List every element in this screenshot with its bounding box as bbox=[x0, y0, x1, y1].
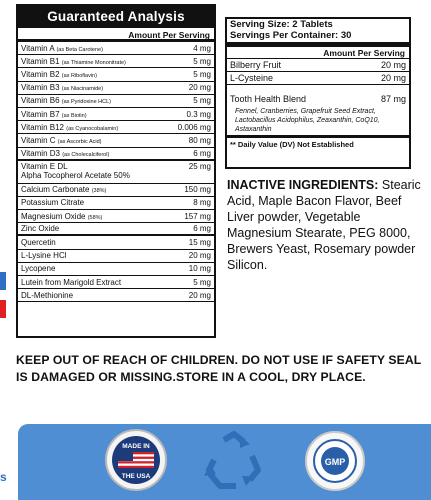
nutrient-label: Lutein from Marigold Extract bbox=[21, 277, 122, 287]
serving-row bbox=[227, 59, 409, 72]
nutrient-row bbox=[18, 55, 214, 68]
nutrient-name bbox=[21, 70, 97, 79]
usa-badge-line1: MADE IN bbox=[122, 443, 150, 450]
serving-row-amount: 20 mg bbox=[380, 60, 406, 70]
blend-amount: 87 mg bbox=[380, 94, 406, 104]
nutrient-label: Zinc Oxide bbox=[21, 224, 60, 234]
nutrient-note: (38%) bbox=[91, 188, 107, 195]
nutrient-name bbox=[21, 264, 55, 273]
serving-facts-panel bbox=[225, 17, 411, 169]
nutrient-name bbox=[21, 238, 56, 247]
nutrient-amount: 5 mg bbox=[193, 69, 211, 79]
serving-row-name: Bilberry Fruit bbox=[230, 60, 282, 70]
nutrient-amount: 20 mg bbox=[188, 290, 211, 300]
nutrient-row bbox=[18, 263, 214, 276]
nutrient-name bbox=[21, 123, 118, 132]
nutrient-label: Vitamin B3 bbox=[21, 83, 60, 93]
nutrient-row bbox=[18, 121, 214, 134]
nutrient-label: Lycopene bbox=[21, 264, 56, 274]
nutrient-label: Vitamin A bbox=[21, 43, 55, 53]
nutrient-label: DL-Methionine bbox=[21, 290, 74, 300]
serving-row-amount: 20 mg bbox=[380, 73, 406, 83]
nutrient-name bbox=[21, 83, 103, 92]
nutrient-name bbox=[21, 136, 101, 145]
nutrient-amount: 15 mg bbox=[188, 238, 211, 248]
nutrient-label: Vitamin B12 bbox=[21, 122, 64, 132]
serving-amount-header: Amount Per Serving bbox=[227, 47, 409, 59]
guaranteed-analysis-title: Guaranteed Analysis bbox=[18, 6, 214, 28]
nutrient-label: Vitamin B1 bbox=[21, 56, 60, 66]
nutrient-row bbox=[18, 95, 214, 108]
nutrient-name bbox=[21, 110, 87, 119]
nutrient-amount: 5 mg bbox=[193, 96, 211, 106]
nutrient-note: (as Cyanocobalamin) bbox=[66, 125, 119, 132]
daily-value-footnote: ** Daily Value (DV) Not Established bbox=[230, 140, 354, 149]
nutrient-name bbox=[21, 57, 126, 66]
nutrient-row bbox=[18, 184, 214, 197]
nutrient-name bbox=[21, 149, 109, 158]
nutrient-row bbox=[18, 223, 214, 236]
nutrient-label: Magnesium Oxide bbox=[21, 211, 86, 221]
nutrient-amount: 20 mg bbox=[188, 251, 211, 261]
nutrient-label: Calcium Carbonate bbox=[21, 185, 90, 195]
nutrient-row bbox=[18, 289, 214, 302]
nutrient-note: (as Beta Carotene) bbox=[56, 46, 103, 53]
serving-row bbox=[227, 72, 409, 85]
nutrient-row bbox=[18, 148, 214, 161]
nutrient-name bbox=[21, 278, 121, 287]
nutrient-label: Vitamin E DL bbox=[21, 161, 68, 171]
inactive-ingredients bbox=[227, 177, 427, 273]
nutrient-note: (as Biotin) bbox=[61, 112, 87, 119]
serving-row-name: L-Cysteine bbox=[230, 73, 274, 83]
nutrient-label: Vitamin D3 bbox=[21, 148, 60, 158]
nutrient-amount: 5 mg bbox=[193, 277, 211, 287]
nutrient-name bbox=[21, 162, 130, 180]
guaranteed-analysis-rows bbox=[18, 42, 214, 302]
blend-row bbox=[227, 85, 409, 105]
blend-name: Tooth Health Blend bbox=[230, 94, 307, 104]
nutrient-row bbox=[18, 82, 214, 95]
nutrient-row bbox=[18, 250, 214, 263]
nutrient-label: Vitamin B7 bbox=[21, 109, 60, 119]
safety-warning: KEEP OUT OF REACH OF CHILDREN. DO NOT USE IF SAFETY SEAL IS DAMAGED OR MISSING.STORE IN A COOL, DRY PLACE. bbox=[16, 353, 422, 384]
nutrient-amount: 157 mg bbox=[184, 211, 211, 221]
left-edge-blue-strip bbox=[0, 272, 6, 290]
inactive-ingredients-label: INACTIVE INGREDIENTS: bbox=[227, 178, 379, 192]
cropped-text-fragment: s bbox=[0, 470, 7, 484]
nutrient-amount: 25 mg bbox=[188, 161, 211, 171]
amount-per-serving-header: Amount Per Serving bbox=[18, 28, 214, 42]
made-in-usa-badge bbox=[104, 428, 168, 492]
nutrient-name bbox=[21, 212, 102, 221]
nutrient-note: (as Cholecalciferol) bbox=[62, 151, 110, 158]
nutrient-amount: 4 mg bbox=[193, 43, 211, 53]
nutrient-label: Vitamin C bbox=[21, 135, 56, 145]
nutrient-note: (as Thiamine Mononitrate) bbox=[61, 59, 126, 66]
serving-size: Serving Size: 2 Tablets bbox=[230, 19, 333, 30]
nutrient-amount: 80 mg bbox=[188, 135, 211, 145]
nutrient-label: Vitamin B6 bbox=[21, 96, 60, 106]
nutrient-name bbox=[21, 251, 67, 260]
guaranteed-analysis-panel bbox=[16, 4, 216, 338]
nutrient-name bbox=[21, 185, 106, 194]
nutrient-row bbox=[18, 42, 214, 55]
gmp-badge bbox=[304, 430, 366, 492]
nutrient-label: Vitamin B2 bbox=[21, 69, 60, 79]
nutrient-name bbox=[21, 291, 73, 300]
nutrient-row bbox=[18, 236, 214, 249]
servings-per-container: Servings Per Container: 30 bbox=[230, 30, 352, 41]
nutrient-row bbox=[18, 210, 214, 223]
nutrient-amount: 8 mg bbox=[193, 198, 211, 208]
nutrient-row bbox=[18, 134, 214, 147]
nutrient-name bbox=[21, 198, 84, 207]
nutrient-amount: 10 mg bbox=[188, 264, 211, 274]
nutrient-amount: 6 mg bbox=[193, 224, 211, 234]
nutrient-amount: 0.3 mg bbox=[186, 109, 211, 119]
nutrient-row bbox=[18, 68, 214, 81]
nutrient-note: (as Ascorbic Acid) bbox=[57, 138, 102, 145]
recycle-icon bbox=[200, 430, 268, 492]
usa-badge-line2: THE USA bbox=[121, 473, 151, 480]
gmp-badge-text: GMP bbox=[324, 457, 346, 467]
inactive-ingredients-text: Stearic Acid, Maple Bacon Flavor, Beef Liver powder, Vegetable Magnesium Stearate, PEG 8000, Brewers Yeast, Rosemary powder Silicon. bbox=[227, 178, 421, 272]
nutrient-name bbox=[21, 224, 59, 233]
nutrient-label: L-Lysine HCl bbox=[21, 251, 67, 261]
nutrient-amount: 20 mg bbox=[188, 83, 211, 93]
blend-ingredients: Fennel, Cranberries, Grapefruit Seed Extract, Lactobacillus Acidophilus, Zeaxanthin, CoQ10, Astaxanthin bbox=[227, 105, 409, 138]
nutrient-note: (as Niacinamide) bbox=[61, 86, 104, 93]
nutrient-amount: 150 mg bbox=[184, 185, 211, 195]
nutrient-row bbox=[18, 108, 214, 121]
nutrient-note: (as Pyridoxine HCL) bbox=[61, 99, 111, 106]
nutrient-name bbox=[21, 44, 103, 53]
nutrient-amount: 6 mg bbox=[193, 148, 211, 158]
nutrient-row bbox=[18, 161, 214, 184]
nutrient-line2: Alpha Tocopherol Acetate 50% bbox=[21, 170, 130, 180]
nutrient-label: Quercetin bbox=[21, 238, 56, 248]
nutrient-name bbox=[21, 96, 111, 105]
nutrient-amount: 0.006 mg bbox=[177, 122, 211, 132]
usa-flag-icon bbox=[118, 452, 154, 468]
nutrient-row bbox=[18, 276, 214, 289]
left-edge-red-strip bbox=[0, 300, 6, 318]
nutrient-label: Potassium Citrate bbox=[21, 198, 85, 208]
nutrient-row bbox=[18, 197, 214, 210]
nutrient-note: (58%) bbox=[87, 214, 103, 221]
nutrient-note: (as Riboflavin) bbox=[61, 72, 97, 79]
nutrient-amount: 5 mg bbox=[193, 56, 211, 66]
